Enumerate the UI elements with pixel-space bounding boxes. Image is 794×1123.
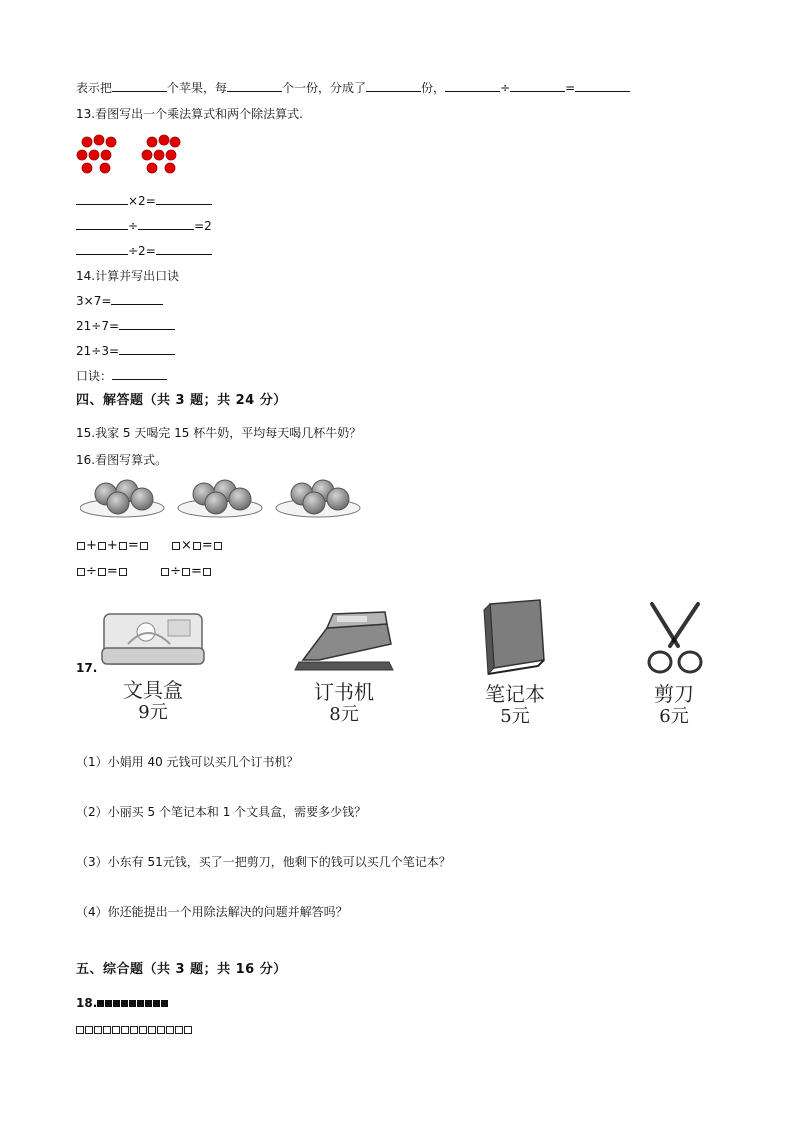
answer-blank[interactable]: [76, 193, 128, 205]
box-glyph: [105, 1000, 112, 1007]
q14-expr-3: 21÷3=: [76, 343, 175, 359]
answer-blank[interactable]: [76, 243, 128, 255]
answer-blank[interactable]: [510, 80, 565, 92]
red-dot: [106, 137, 116, 147]
apple: [327, 488, 349, 510]
red-dot: [170, 137, 180, 147]
red-dot: [82, 163, 92, 173]
answer-blank[interactable]: [119, 343, 175, 355]
answer-box[interactable]: [203, 568, 211, 576]
question-13-title: 13.看图写出一个乘法算式和两个除法算式.: [76, 107, 303, 121]
plate-with-apples: [80, 480, 164, 517]
item-name: 笔记本: [485, 682, 545, 706]
apple: [229, 488, 251, 510]
q16-expr-row-1: + + = × =: [76, 538, 223, 554]
red-dot: [142, 150, 152, 160]
red-dot: [89, 150, 99, 160]
stapler-image: [289, 600, 399, 676]
answer-box[interactable]: [193, 542, 201, 550]
item-name: 订书机: [314, 680, 374, 704]
answer-box[interactable]: [119, 568, 127, 576]
box-glyph: [76, 1026, 84, 1034]
question-18-title: 18.: [76, 995, 169, 1011]
red-dot: [101, 150, 111, 160]
answer-blank[interactable]: [445, 80, 500, 92]
box-glyph: [121, 1026, 129, 1034]
section-5-heading: 五、综合题（共 3 题；共 16 分）: [76, 962, 287, 977]
box-glyph: [157, 1026, 165, 1034]
item-notebook: [470, 598, 560, 728]
item-name: 文具盒: [123, 678, 183, 702]
answer-blank[interactable]: [119, 318, 175, 330]
answer-box[interactable]: [214, 542, 222, 550]
section-4-heading: 四、解答题（共 3 题；共 24 分）: [76, 393, 287, 408]
q14-expr-2: 21÷7=: [76, 318, 175, 334]
item-price: 9元: [138, 702, 168, 723]
q17-part-3: （3）小东有 51元钱，买了一把剪刀，他剩下的钱可以买几个笔记本？: [76, 855, 451, 869]
apple-plates-figure: [80, 478, 365, 522]
fill-in-line: 表示把 个苹果，每 个一份，分成了 份， ÷ =: [76, 80, 630, 96]
box-glyph: [137, 1000, 144, 1007]
answer-box[interactable]: [182, 568, 190, 576]
q17-part-4: （4）你还能提出一个用除法解决的问题并解答吗？: [76, 905, 348, 919]
item-name: 剪刀: [654, 682, 694, 706]
q14-expr-1: 3×7=: [76, 293, 163, 309]
item-price: 5元: [500, 706, 530, 727]
q14-mnemonic: 口诀：: [76, 368, 167, 384]
apple: [205, 492, 227, 514]
box-glyph: [121, 1000, 128, 1007]
red-dot: [147, 137, 157, 147]
red-dot: [166, 150, 176, 160]
item-price: 6元: [659, 706, 689, 727]
box-glyph: [166, 1026, 174, 1034]
red-dot: [147, 163, 157, 173]
answer-box[interactable]: [98, 542, 106, 550]
question-16-title: 16.看图写算式。: [76, 453, 168, 467]
apple: [107, 492, 129, 514]
item-stapler: [288, 600, 400, 726]
q17-part-1: （1）小娟用 40 元钱可以买几个订书机？: [76, 755, 299, 769]
box-glyph: [113, 1000, 120, 1007]
answer-box[interactable]: [161, 568, 169, 576]
q16-expr-row-2: ÷ = ÷ =: [76, 564, 212, 580]
answer-blank[interactable]: [575, 80, 630, 92]
box-glyph: [145, 1000, 152, 1007]
red-dot: [82, 137, 92, 147]
red-dot: [94, 135, 104, 145]
box-glyph: [139, 1026, 147, 1034]
answer-blank[interactable]: [366, 80, 421, 92]
q13-row-3: ÷2=: [76, 243, 212, 259]
apple: [131, 488, 153, 510]
question-17-number: 17.: [76, 661, 98, 675]
answer-blank[interactable]: [112, 368, 167, 380]
scissors-image: [636, 600, 712, 678]
red-dots-figure: [76, 134, 186, 178]
pencil-case-image: [98, 604, 208, 674]
question-18-body-missing-glyphs: [76, 1021, 193, 1037]
q13-row-1: ×2=: [76, 193, 212, 209]
box-glyph: [129, 1000, 136, 1007]
answer-box[interactable]: [77, 542, 85, 550]
box-glyph: [97, 1000, 104, 1007]
answer-blank[interactable]: [112, 80, 167, 92]
box-glyph: [148, 1026, 156, 1034]
red-dot: [77, 150, 87, 160]
answer-blank[interactable]: [76, 218, 128, 230]
box-glyph: [94, 1026, 102, 1034]
box-glyph: [112, 1026, 120, 1034]
box-glyph: [153, 1000, 160, 1007]
answer-box[interactable]: [98, 568, 106, 576]
q17-part-2: （2）小丽买 5 个笔记本和 1 个文具盒，需要多少钱？: [76, 805, 367, 819]
box-glyph: [184, 1026, 192, 1034]
red-dot: [159, 135, 169, 145]
answer-box[interactable]: [140, 542, 148, 550]
red-dot: [165, 163, 175, 173]
question-15: 15.我家 5 天喝完 15 杯牛奶，平均每天喝几杯牛奶？: [76, 426, 362, 440]
answer-blank[interactable]: [156, 193, 212, 205]
plate-with-apples: [276, 480, 360, 517]
item-scissors: [636, 600, 712, 728]
answer-box[interactable]: [172, 542, 180, 550]
box-glyph: [103, 1026, 111, 1034]
box-glyph: [85, 1026, 93, 1034]
answer-blank[interactable]: [111, 293, 163, 305]
red-dot: [100, 163, 110, 173]
red-dot: [154, 150, 164, 160]
answer-blank[interactable]: [227, 80, 282, 92]
box-glyph: [161, 1000, 168, 1007]
box-glyph: [130, 1026, 138, 1034]
notebook-image: [470, 598, 560, 678]
question-14-title: 14.计算并写出口诀: [76, 269, 180, 283]
q13-row-2: ÷ =2: [76, 218, 212, 234]
item-pencil-case: [96, 604, 210, 724]
dot-group-left: [77, 135, 116, 173]
apple: [303, 492, 325, 514]
answer-blank[interactable]: [156, 243, 212, 255]
plate-with-apples: [178, 480, 262, 517]
answer-box[interactable]: [77, 568, 85, 576]
answer-box[interactable]: [119, 542, 127, 550]
dot-group-right: [142, 135, 180, 173]
item-price: 8元: [329, 704, 359, 725]
answer-blank[interactable]: [138, 218, 194, 230]
box-glyph: [175, 1026, 183, 1034]
